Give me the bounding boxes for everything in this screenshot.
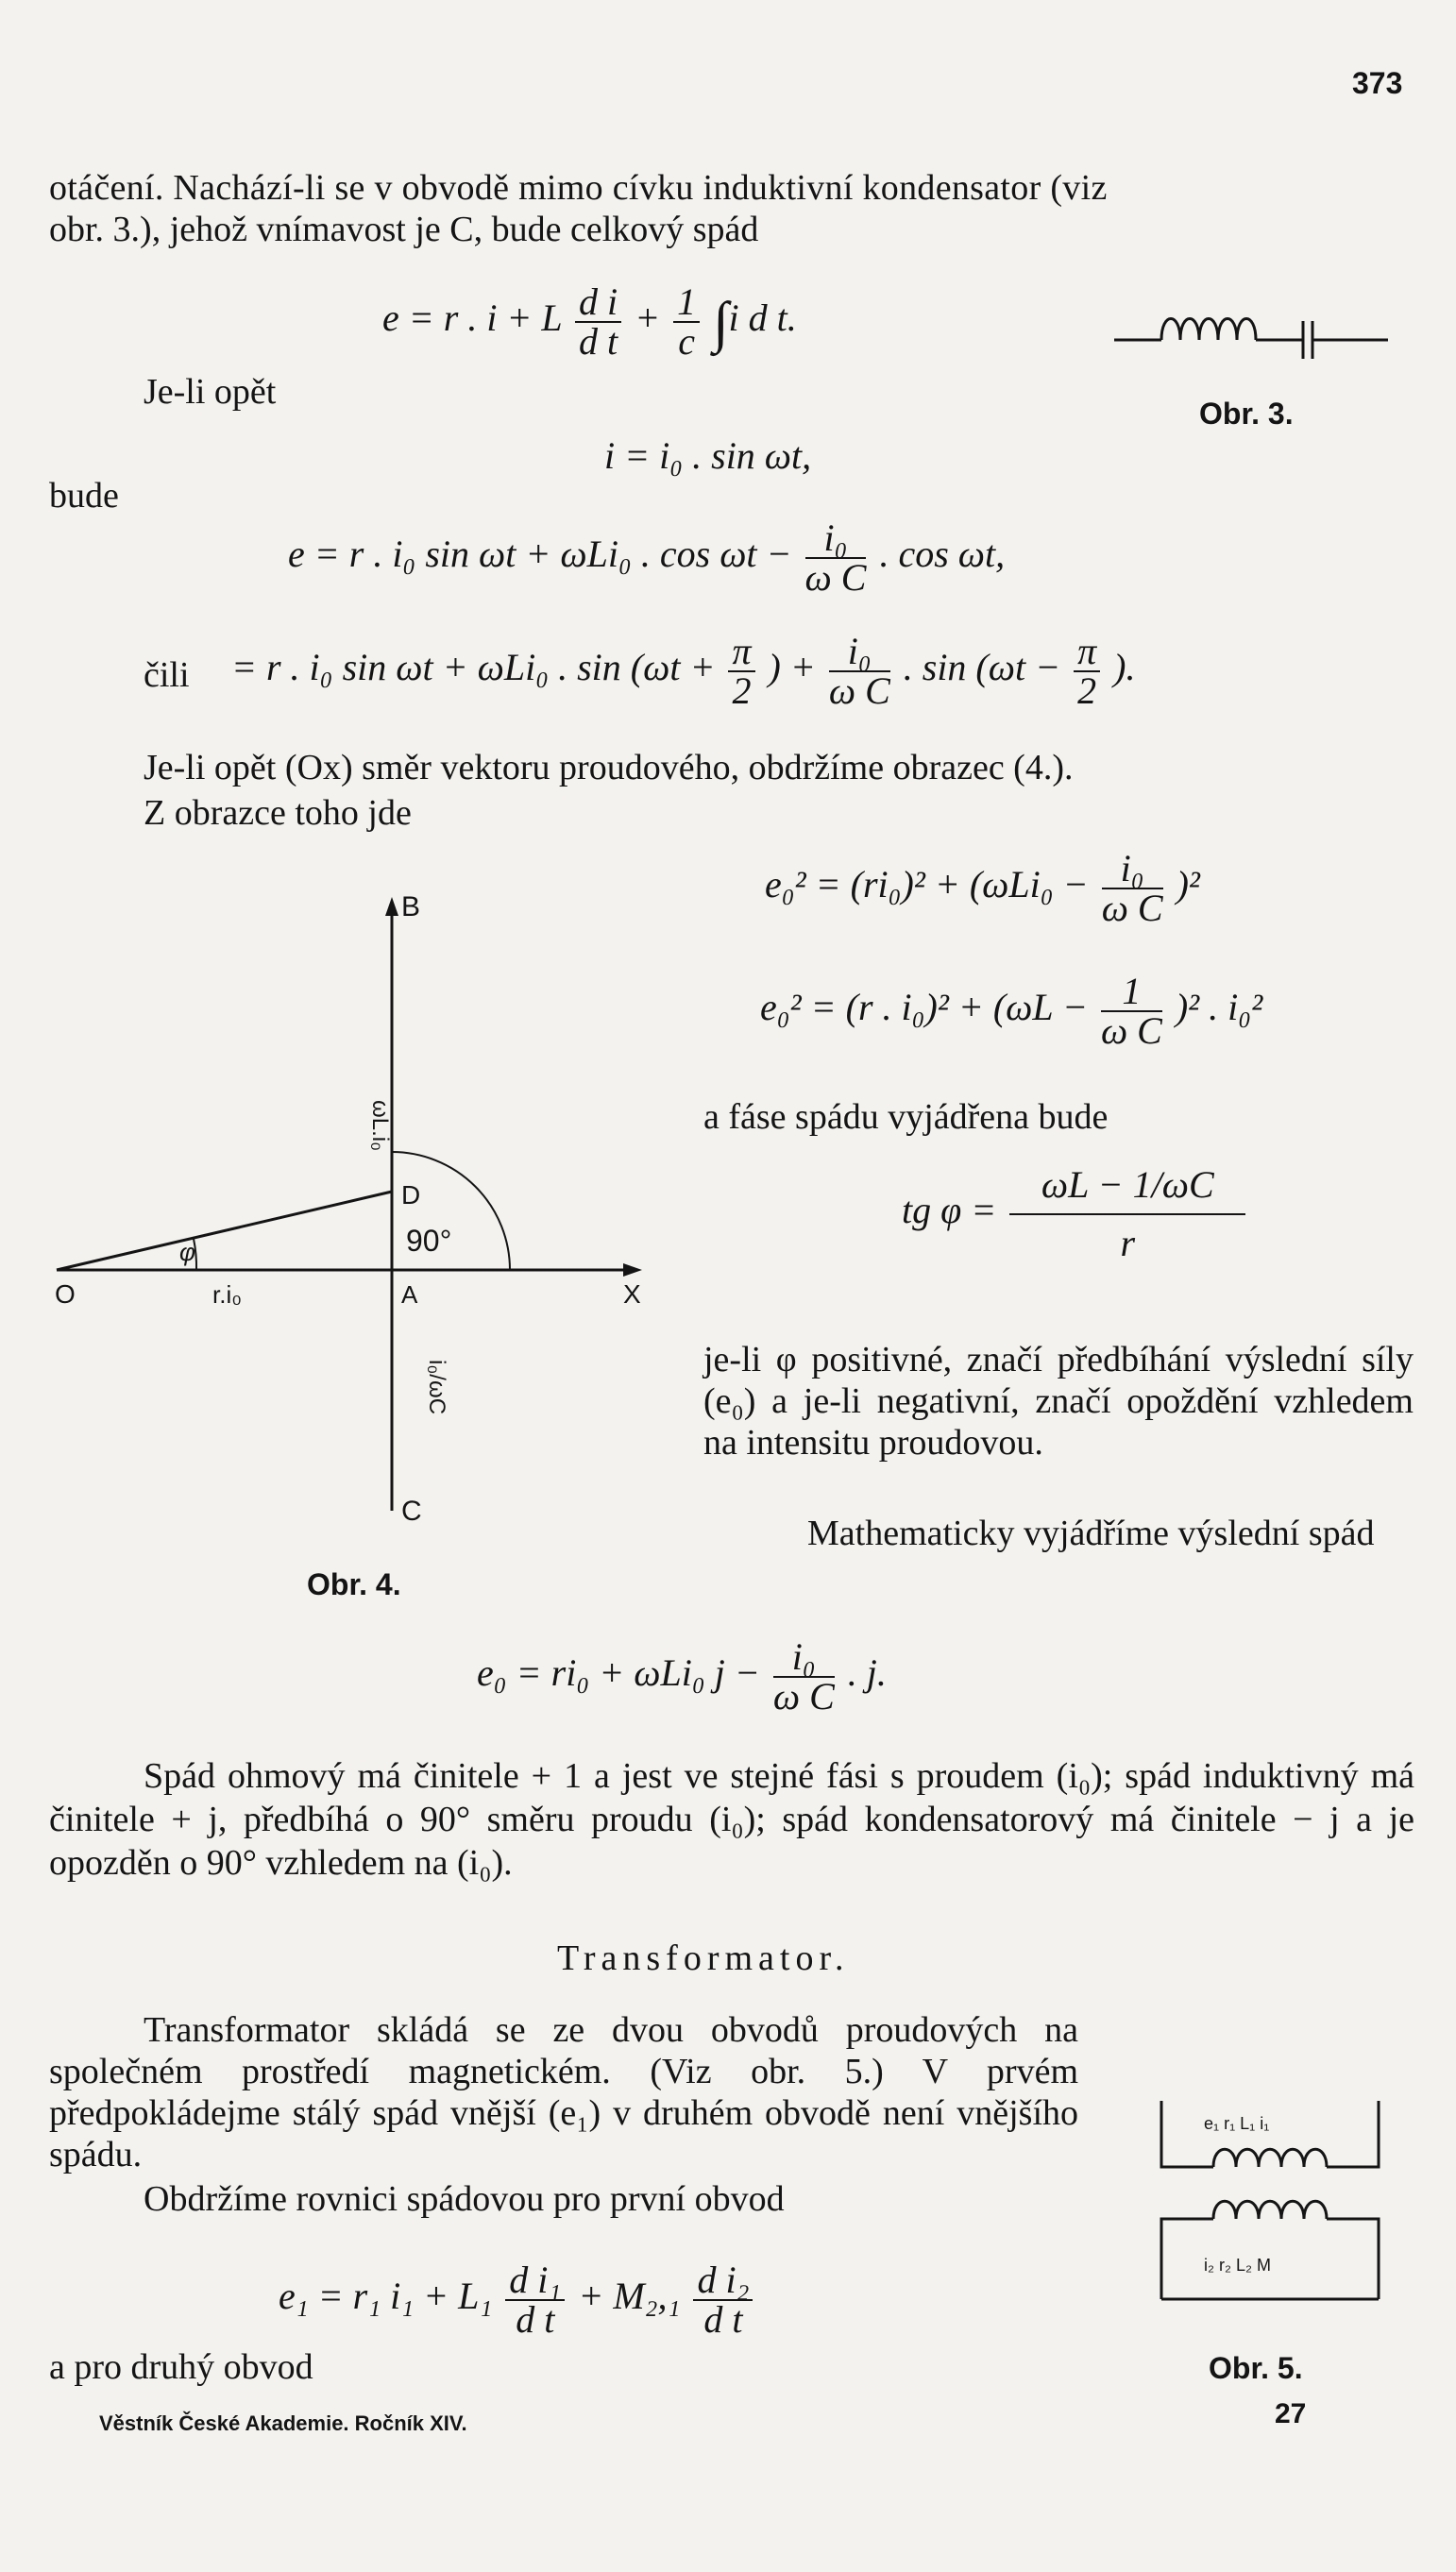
para2-line-2: Z obrazce toho jde (144, 793, 412, 833)
transformator-paragraph: Transformator skládá se ze dvou obvodů proudových na společném prostředí magnetickém. (Viz obr. 5.) V prvém předpokládejme stálý spád vnější (e₁) v druhém obvodě není vnějšího spádu. (49, 2010, 1078, 2174)
equation-6: e₀² = (r . i₀)² + (ωL − $\frac{1}{\text{ω C}}$ )² . i₀² (760, 970, 1263, 1052)
para2-line-1: Je-li opět (Ox) směr vektoru proudového, obdržíme obrazec (4.). (144, 748, 1074, 787)
figure-4-caption: Obr. 4. (307, 1567, 401, 1601)
equation-4: = r . i₀ sin ωt + ωLi₀ . sin (ωt + $\frac{\pi}{2}$ ) + $\frac{\text{i₀}}{\text{ω C}}$ . sin (ωt − $\frac{\pi}{2}$ ). (231, 630, 1136, 712)
page-number: 373 (1352, 66, 1403, 100)
druhy-text: a pro druhý obvod (49, 2347, 313, 2387)
label-X: X (623, 1279, 641, 1309)
label-C: C (401, 1496, 422, 1527)
equation-2: i = i₀ . sin ωt, (604, 434, 812, 477)
intro-line-1: otáčení. Nachází-li se v obvodě mimo cívku induktivní kondensator (viz (49, 168, 1108, 208)
figure-4-vector-diagram (38, 888, 661, 1539)
label-wli: ωL.i₀ (367, 1100, 393, 1152)
label-A: A (401, 1280, 418, 1309)
spad-paragraph: Spád ohmový má činitele + 1 a jest ve stejné fási s proudem (i₀); spád induktivný má činitele + j, předbíhá o 90° směru proudu (i₀); spád kondensatorový má činitele − j a je opozděn o 90° vzhledem na (i₀). (49, 1756, 1414, 1883)
fig5-bottom-label: i₂ r₂ L₂ M (1204, 2256, 1271, 2275)
label-D: D (401, 1180, 421, 1210)
figure-5-caption: Obr. 5. (1209, 2351, 1303, 2385)
equation-3: e = r . i₀ sin ωt + ωLi₀ . cos ωt − $\frac{\text{i₀}}{\text{ω C}}$ . cos ωt, (288, 516, 1006, 599)
equation-5: e₀² = (ri₀)² + (ωLi₀ − $\frac{\text{i₀}}{\text{ω C}}$ )² (765, 847, 1200, 929)
bude-label: bude (49, 476, 119, 516)
figure-3-caption: Obr. 3. (1199, 397, 1294, 431)
je-li-opet: Je-li opět (144, 372, 277, 412)
figure-3-circuit (1109, 307, 1393, 373)
equation-7: tg φ = $\frac{\omega L - 1/\omega C}{r}$ (902, 1157, 1249, 1272)
equation-1: e = r . i + L $\frac{\text{d i}}{\text{d t}}$ + $\frac{1}{c}$ ∫i d t. (382, 280, 797, 363)
label-B: B (401, 891, 421, 922)
phi-explanation: je-li φ positivné, značí předbíhání výslední síly (e₀) a je-li negativní, značí opoždění vzhledem na intensitu proudovou. (703, 1340, 1414, 1463)
label-angle: 90° (406, 1224, 452, 1258)
label-wc: i₀/ωC (424, 1360, 449, 1415)
fig5-top-label: e₁ r₁ L₁ i₁ (1204, 2114, 1270, 2133)
faze-text: a fáse spádu vyjádřena bude (703, 1097, 1109, 1137)
footer-sheet: 27 (1275, 2398, 1307, 2429)
math-text: Mathematicky vyjádříme výslední spád (807, 1514, 1375, 1553)
obdrzime-text: Obdržíme rovnici spádovou pro první obvod (144, 2179, 785, 2219)
intro-line-2: obr. 3.), jehož vnímavost je C, bude celkový spád (49, 210, 759, 249)
footer-journal: Věstník České Akademie. Ročník XIV. (99, 2411, 467, 2435)
equation-8: e₀ = ri₀ + ωLi₀ j − $\frac{\text{i₀}}{\text{ω C}}$ . j. (477, 1635, 887, 1717)
figure-5-transformer (1157, 2091, 1383, 2318)
section-title: Transformator. (557, 1938, 850, 1978)
equation-9: e₁ = r₁ i₁ + L₁ $\frac{\text{d i₁}}{\text{d t}}$ + M₂,₁ $\frac{\text{d i₂}}{\text{d t}}$ (279, 2261, 756, 2339)
label-phi: φ (179, 1238, 195, 1266)
label-O: O (55, 1279, 76, 1309)
cili-label: čili (144, 655, 190, 695)
label-ri: r.i₀ (212, 1280, 243, 1309)
